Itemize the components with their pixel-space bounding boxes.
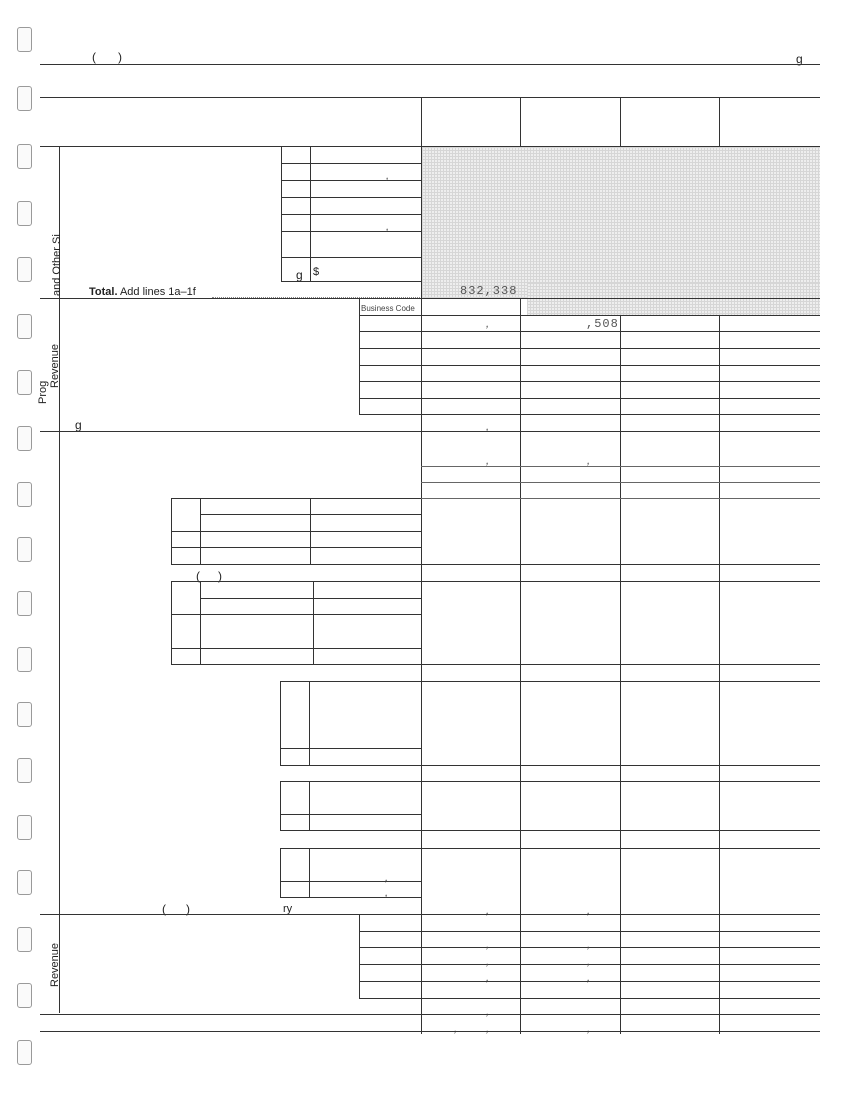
comma: , (587, 905, 591, 917)
header-paren-close: ) (118, 50, 122, 64)
misc-row-rule (359, 998, 820, 999)
program-row-rule (359, 315, 820, 316)
binder-hole (17, 537, 32, 562)
misc-row-rule (359, 931, 820, 932)
inner-row-rule (281, 257, 421, 258)
total-line-label (89, 286, 196, 298)
line-g-label: g (296, 268, 303, 282)
contributions-side-label: and Other Si (51, 234, 63, 296)
program-row-rule (359, 381, 820, 382)
box-left (280, 681, 281, 765)
small-box-divider (313, 581, 314, 664)
comma: , (486, 956, 490, 968)
contributions-shaded-area (422, 147, 820, 298)
comma: , (386, 170, 390, 182)
revenue-row-rule (421, 466, 820, 467)
program-row-rule (359, 331, 820, 332)
header-rule (40, 64, 820, 65)
box-rule (280, 881, 421, 882)
comma: , (486, 1006, 490, 1018)
program-line-g-label: g (75, 418, 82, 432)
box-rule (280, 781, 820, 782)
box-rule (280, 848, 820, 849)
binder-hole (17, 482, 32, 507)
business-code-header: Business Code (361, 304, 415, 313)
binder-hole (17, 591, 32, 616)
comma: , (486, 1023, 490, 1035)
paren-open: ( (162, 902, 166, 916)
box-divider (309, 848, 310, 897)
small-box-left (171, 581, 172, 664)
revenue-row-rule (421, 482, 820, 483)
column-header-top-rule (40, 97, 820, 98)
binder-hole (17, 426, 32, 451)
inner-row-rule (281, 231, 421, 232)
comma: , (486, 421, 490, 433)
line-label-fragment: ry (283, 903, 293, 915)
total-bold-word: Total. (89, 286, 118, 298)
paren-close: ) (218, 569, 222, 583)
dollar-sign: $ (313, 266, 320, 278)
comma: , (587, 455, 591, 467)
box-rule (280, 765, 820, 766)
other-revenue-side-label: Revenue (49, 942, 61, 987)
box-rule (280, 830, 820, 831)
box-rule (280, 748, 421, 749)
comma: , (587, 939, 591, 951)
binder-hole (17, 702, 32, 727)
small-box-rule (171, 531, 421, 532)
program-revenue-side-label: Revenue (49, 343, 61, 388)
comma: , (486, 455, 490, 467)
box-divider (309, 681, 310, 765)
binder-hole (17, 27, 32, 52)
small-box-rule (171, 547, 421, 548)
binder-hole (17, 927, 32, 952)
inner-row-rule (281, 180, 421, 181)
small-box-rule (200, 514, 421, 515)
paren-open: ( (196, 569, 200, 583)
box-left (280, 848, 281, 897)
binder-hole (17, 370, 32, 395)
box-rule (280, 681, 820, 682)
small-box-rule (171, 498, 421, 499)
program-row-rule (359, 414, 820, 415)
program-service-side-label: Prog (37, 380, 49, 404)
comma: , (486, 972, 490, 984)
comma: , (486, 939, 490, 951)
revenue-row-rule (421, 498, 820, 499)
comma: , (385, 887, 389, 899)
contributions-total-shaded-area (527, 283, 820, 315)
program-row-rule (359, 365, 820, 366)
small-box-divider (200, 581, 201, 664)
total-line-text: Add lines 1a–1f (119, 286, 196, 298)
binder-hole (17, 314, 32, 339)
program-row-rule (359, 398, 820, 399)
binder-hole (17, 647, 32, 672)
small-box-rule (171, 581, 820, 582)
binder-hole (17, 815, 32, 840)
comma: , (386, 221, 390, 233)
section-1-bottom-rule (40, 298, 820, 299)
section-4-bottom-rule (40, 1014, 820, 1015)
small-box-rule (171, 564, 820, 565)
inner-row-rule (281, 163, 421, 164)
small-box-rule (171, 648, 421, 649)
box-rule (280, 897, 421, 898)
comma: , (454, 1023, 458, 1035)
comma: , (385, 872, 389, 884)
section-2-bottom-rule (40, 431, 820, 432)
comma: , (486, 318, 490, 330)
box-divider (309, 781, 310, 830)
program-row1-value: ,508 (586, 317, 619, 331)
total-revenue-rule (40, 1031, 820, 1032)
small-box-rule (171, 664, 820, 665)
section-3-bottom-rule (40, 914, 820, 915)
inner-row-rule (281, 197, 421, 198)
binder-hole (17, 870, 32, 895)
comma: , (587, 972, 591, 984)
page-letter: g (796, 52, 803, 66)
box-rule (280, 814, 421, 815)
binder-hole (17, 983, 32, 1008)
comma: , (486, 905, 490, 917)
inner-row-rule (281, 214, 421, 215)
binder-hole (17, 201, 32, 226)
comma: , (587, 956, 591, 968)
paren-close: ) (186, 902, 190, 916)
comma: , (587, 1023, 591, 1035)
binder-hole (17, 758, 32, 783)
binder-hole (17, 1040, 32, 1065)
program-row-rule (359, 348, 820, 349)
box-left (280, 781, 281, 830)
misc-left-rule (359, 914, 360, 998)
binder-hole (17, 86, 32, 111)
binder-hole (17, 144, 32, 169)
binder-hole (17, 257, 32, 282)
small-box-rule (200, 598, 421, 599)
small-box-rule (171, 614, 421, 615)
header-paren-open: ( (92, 50, 96, 64)
total-contributions-value: 832,338 (460, 284, 518, 298)
